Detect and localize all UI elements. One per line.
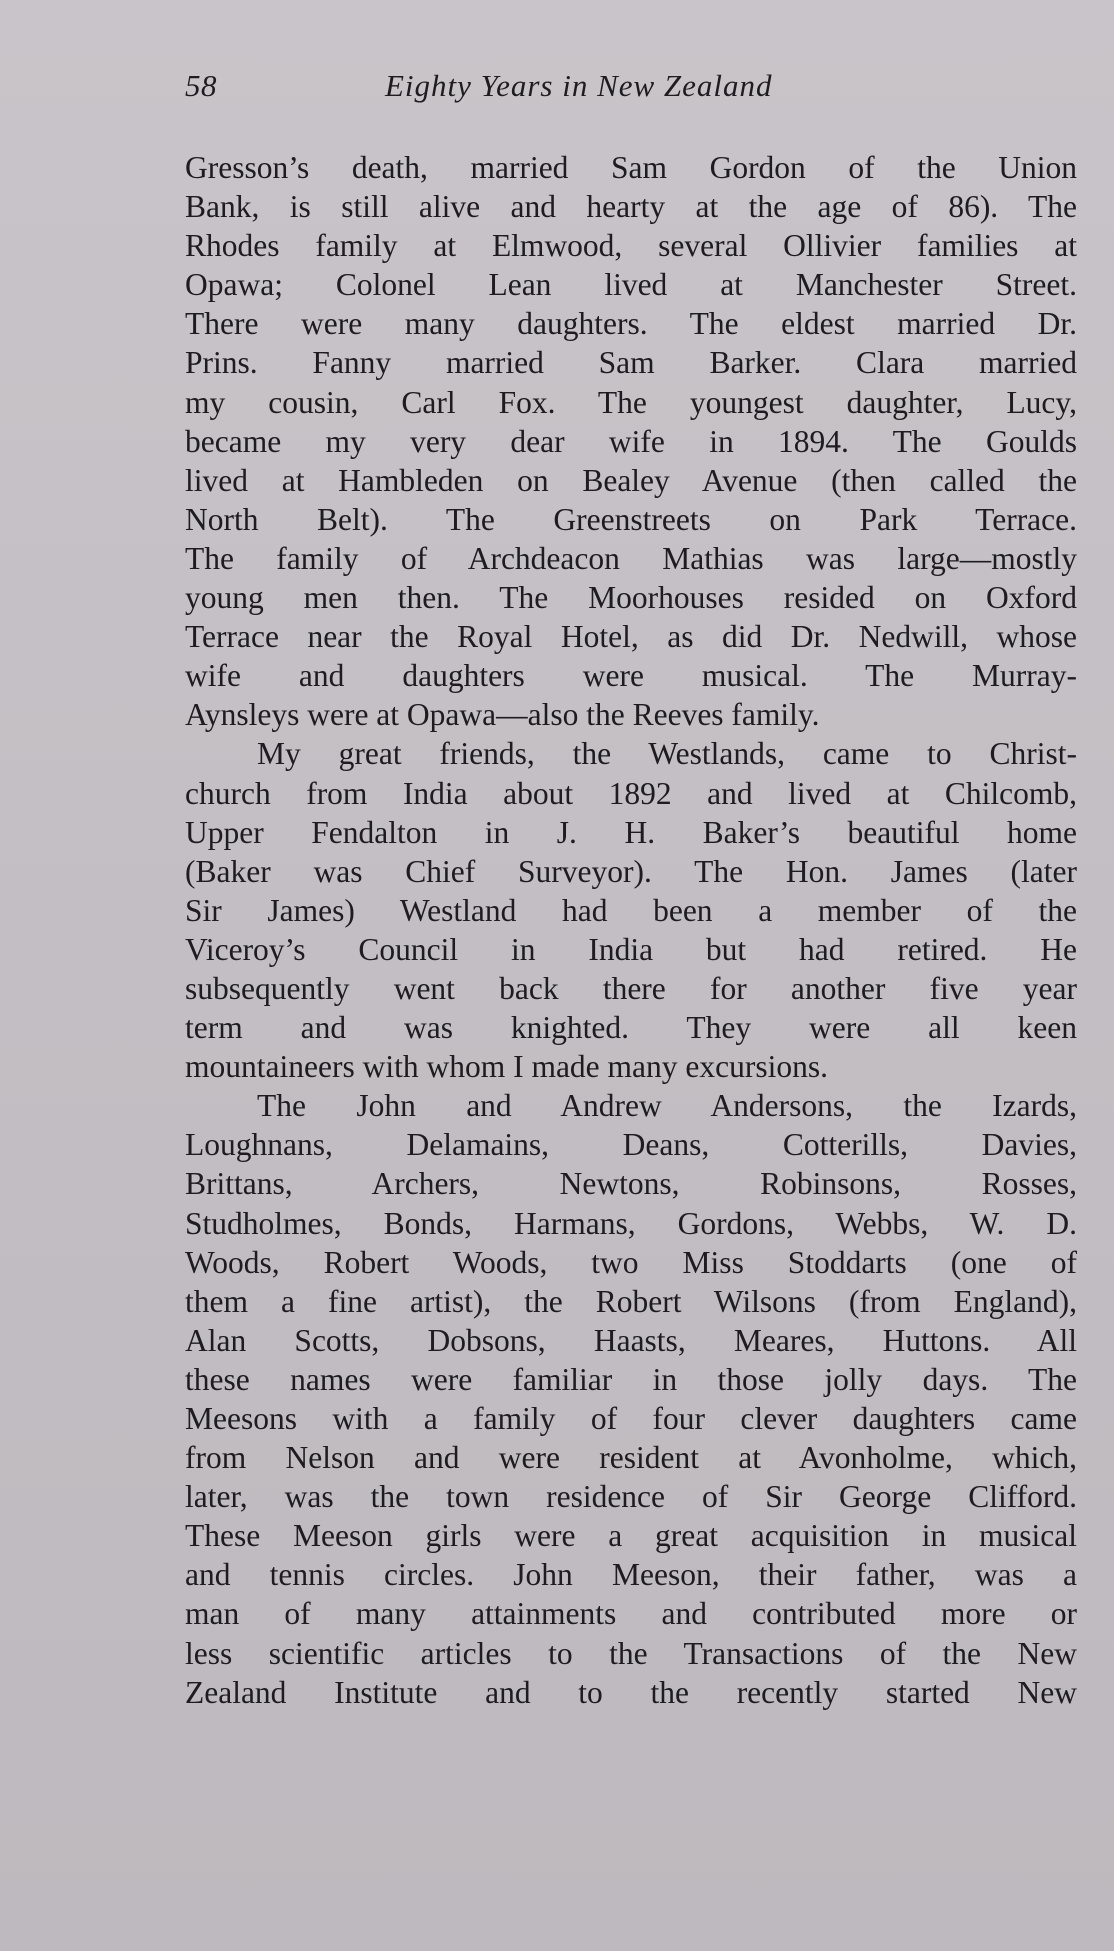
text-line: There were many daughters. The eldest married Dr. bbox=[185, 306, 1077, 342]
text-line: Woods, Robert Woods, two Miss Stoddarts (one of bbox=[185, 1244, 1077, 1280]
text-line: Terrace near the Royal Hotel, as did Dr. Nedwill, whose bbox=[185, 619, 1077, 655]
text-line: Studholmes, Bonds, Harmans, Gordons, Webbs, W. D. bbox=[185, 1205, 1077, 1241]
text-line: subsequently went back there for another five year bbox=[185, 970, 1077, 1006]
text-line: Meesons with a family of four clever daughters came bbox=[185, 1401, 1077, 1436]
text-line: these names were familiar in those jolly days. The bbox=[185, 1361, 1077, 1397]
text-line: My great friends, the Westlands, came to Christ- bbox=[257, 736, 1077, 772]
text-line: Alan Scotts, Dobsons, Haasts, Meares, Huttons. All bbox=[185, 1322, 1077, 1358]
page-header bbox=[185, 68, 1075, 118]
body-text bbox=[185, 148, 1077, 1712]
text-line: Upper Fendalton in J. H. Baker’s beautiful home bbox=[185, 814, 1077, 850]
text-line: Opawa; Colonel Lean lived at Manchester Street. bbox=[185, 267, 1077, 303]
text-line: The family of Archdeacon Mathias was large—mostly bbox=[185, 540, 1077, 576]
text-line: from Nelson and were resident at Avonholme, which, bbox=[185, 1440, 1077, 1476]
text-line: young men then. The Moorhouses resided on Oxford bbox=[185, 580, 1077, 616]
text-line: and tennis circles. John Meeson, their father, was a bbox=[185, 1557, 1077, 1593]
text-line: Gresson’s death, married Sam Gordon of the Union bbox=[185, 150, 1077, 185]
text-line: lived at Hambleden on Bealey Avenue (then called the bbox=[185, 462, 1077, 498]
text-line: term and was knighted. They were all keen bbox=[185, 1010, 1077, 1046]
text-line: mountaineers with whom I made many excursions. bbox=[185, 1049, 828, 1085]
text-line: later, was the town residence of Sir George Clifford. bbox=[185, 1479, 1077, 1515]
text-line: Loughnans, Delamains, Deans, Cotterills, Davies, bbox=[185, 1127, 1077, 1163]
text-line: Brittans, Archers, Newtons, Robinsons, Rosses, bbox=[185, 1166, 1077, 1202]
text-line: Zealand Institute and to the recently started New bbox=[185, 1674, 1077, 1710]
text-line: North Belt). The Greenstreets on Park Terrace. bbox=[185, 501, 1077, 537]
text-line: Prins. Fanny married Sam Barker. Clara married bbox=[185, 345, 1077, 381]
text-line: Viceroy’s Council in India but had retired. He bbox=[185, 931, 1077, 967]
text-line: These Meeson girls were a great acquisition in musical bbox=[185, 1518, 1077, 1554]
text-line: Sir James) Westland had been a member of the bbox=[185, 892, 1077, 928]
text-line: The John and Andrew Andersons, the Izards, bbox=[257, 1088, 1077, 1124]
text-line: wife and daughters were musical. The Murray- bbox=[185, 658, 1077, 694]
text-line: (Baker was Chief Surveyor). The Hon. James (later bbox=[185, 853, 1077, 889]
running-title: Eighty Years in New Zealand bbox=[385, 68, 773, 103]
text-line: less scientific articles to the Transactions of the New bbox=[185, 1635, 1077, 1671]
page-number: 58 bbox=[185, 68, 217, 103]
text-line: became my very dear wife in 1894. The Goulds bbox=[185, 423, 1077, 459]
text-line: them a fine artist), the Robert Wilsons (from England), bbox=[185, 1283, 1077, 1319]
text-line: church from India about 1892 and lived at Chilcomb, bbox=[185, 775, 1077, 811]
text-line: my cousin, Carl Fox. The youngest daughter, Lucy, bbox=[185, 384, 1077, 420]
text-line: man of many attainments and contributed more or bbox=[185, 1596, 1077, 1632]
text-line: Bank, is still alive and hearty at the age of 86). The bbox=[185, 189, 1077, 225]
text-line: Rhodes family at Elmwood, several Ollivier families at bbox=[185, 228, 1077, 264]
text-line: Aynsleys were at Opawa—also the Reeves family. bbox=[185, 697, 820, 733]
